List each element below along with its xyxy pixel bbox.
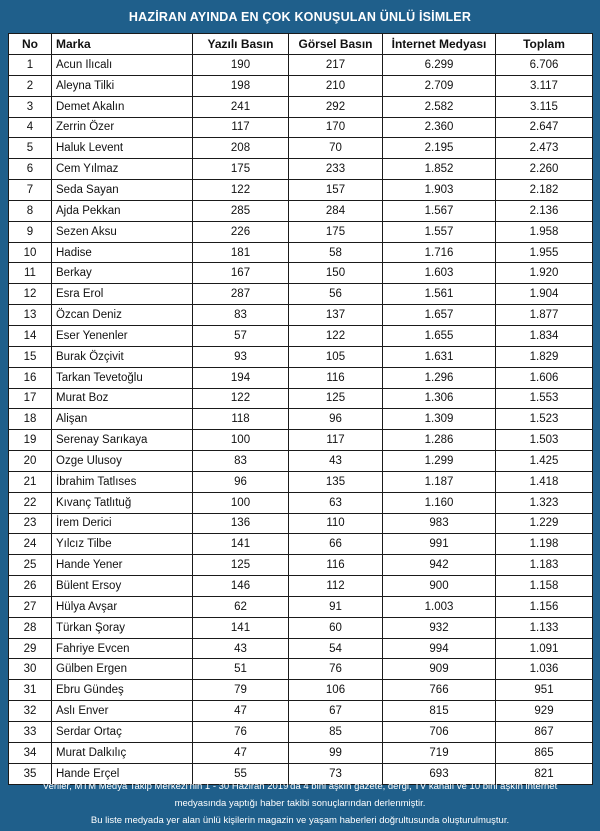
toplam-cell: 1.091 xyxy=(496,638,593,659)
name-cell: Hande Erçel xyxy=(52,763,193,784)
name-cell: Bülent Ersoy xyxy=(52,576,193,597)
rank-cell: 22 xyxy=(9,492,52,513)
gorsel-basin-cell: 284 xyxy=(289,200,383,221)
toplam-cell: 867 xyxy=(496,722,593,743)
rank-cell: 28 xyxy=(9,617,52,638)
toplam-cell: 1.553 xyxy=(496,388,593,409)
gorsel-basin-cell: 73 xyxy=(289,763,383,784)
toplam-cell: 1.198 xyxy=(496,534,593,555)
table-row xyxy=(9,305,593,326)
gorsel-basin-cell: 157 xyxy=(289,180,383,201)
table-row xyxy=(9,117,593,138)
gorsel-basin-cell: 105 xyxy=(289,346,383,367)
yazili-basin-cell: 57 xyxy=(193,325,289,346)
rank-cell: 16 xyxy=(9,367,52,388)
column-header-gorsel-basin: Görsel Basın xyxy=(289,34,383,55)
rank-cell: 15 xyxy=(9,346,52,367)
table-row xyxy=(9,138,593,159)
rank-cell: 18 xyxy=(9,409,52,430)
toplam-cell: 2.260 xyxy=(496,159,593,180)
yazili-basin-cell: 190 xyxy=(193,55,289,76)
rank-cell: 23 xyxy=(9,513,52,534)
rank-cell: 21 xyxy=(9,471,52,492)
gorsel-basin-cell: 117 xyxy=(289,430,383,451)
internet-medyasi-cell: 900 xyxy=(383,576,496,597)
rank-cell: 1 xyxy=(9,55,52,76)
rank-cell: 10 xyxy=(9,242,52,263)
page-title: HAZİRAN AYINDA EN ÇOK KONUŞULAN ÜNLÜ İSİMLER xyxy=(128,9,472,24)
name-cell: Esra Erol xyxy=(52,284,193,305)
yazili-basin-cell: 79 xyxy=(193,680,289,701)
footer-note xyxy=(10,778,590,830)
yazili-basin-cell: 175 xyxy=(193,159,289,180)
gorsel-basin-cell: 70 xyxy=(289,138,383,159)
gorsel-basin-cell: 63 xyxy=(289,492,383,513)
toplam-cell: 1.156 xyxy=(496,596,593,617)
toplam-cell: 2.182 xyxy=(496,180,593,201)
toplam-cell: 1.904 xyxy=(496,284,593,305)
table-row xyxy=(9,722,593,743)
rank-cell: 17 xyxy=(9,388,52,409)
gorsel-basin-cell: 116 xyxy=(289,555,383,576)
internet-medyasi-cell: 1.296 xyxy=(383,367,496,388)
name-cell: Murat Dalkılıç xyxy=(52,742,193,763)
name-cell: Aslı Enver xyxy=(52,701,193,722)
toplam-cell: 1.877 xyxy=(496,305,593,326)
yazili-basin-cell: 198 xyxy=(193,75,289,96)
gorsel-basin-cell: 175 xyxy=(289,221,383,242)
yazili-basin-cell: 122 xyxy=(193,388,289,409)
toplam-cell: 2.647 xyxy=(496,117,593,138)
table-row xyxy=(9,596,593,617)
toplam-cell: 1.323 xyxy=(496,492,593,513)
internet-medyasi-cell: 1.299 xyxy=(383,451,496,472)
name-cell: Hande Yener xyxy=(52,555,193,576)
rank-cell: 33 xyxy=(9,722,52,743)
yazili-basin-cell: 146 xyxy=(193,576,289,597)
toplam-cell: 2.136 xyxy=(496,200,593,221)
table-row xyxy=(9,534,593,555)
name-cell: Haluk Levent xyxy=(52,138,193,159)
internet-medyasi-cell: 1.631 xyxy=(383,346,496,367)
internet-medyasi-cell: 2.360 xyxy=(383,117,496,138)
rank-cell: 19 xyxy=(9,430,52,451)
name-cell: İrem Derici xyxy=(52,513,193,534)
yazili-basin-cell: 100 xyxy=(193,430,289,451)
ranking-table xyxy=(8,33,593,785)
internet-medyasi-cell: 2.709 xyxy=(383,75,496,96)
yazili-basin-cell: 241 xyxy=(193,96,289,117)
toplam-cell: 1.425 xyxy=(496,451,593,472)
table-row xyxy=(9,159,593,180)
gorsel-basin-cell: 91 xyxy=(289,596,383,617)
yazili-basin-cell: 194 xyxy=(193,367,289,388)
rank-cell: 6 xyxy=(9,159,52,180)
gorsel-basin-cell: 122 xyxy=(289,325,383,346)
footer-line: Bu liste medyada yer alan ünlü kişilerin magazin ve yaşam haberleri doğrultusunda oluşturulmuştur. xyxy=(90,815,510,826)
rank-cell: 2 xyxy=(9,75,52,96)
table-row xyxy=(9,680,593,701)
internet-medyasi-cell: 994 xyxy=(383,638,496,659)
yazili-basin-cell: 226 xyxy=(193,221,289,242)
footer-line: medyasında yaptığı haber takibi sonuçlarından derlenmiştir. xyxy=(174,798,426,809)
internet-medyasi-cell: 6.299 xyxy=(383,55,496,76)
toplam-cell: 951 xyxy=(496,680,593,701)
table-row xyxy=(9,367,593,388)
yazili-basin-cell: 47 xyxy=(193,701,289,722)
name-cell: İbrahim Tatlıses xyxy=(52,471,193,492)
toplam-cell: 1.503 xyxy=(496,430,593,451)
gorsel-basin-cell: 76 xyxy=(289,659,383,680)
table-row xyxy=(9,221,593,242)
yazili-basin-cell: 136 xyxy=(193,513,289,534)
yazili-basin-cell: 96 xyxy=(193,471,289,492)
name-cell: Ebru Gündeş xyxy=(52,680,193,701)
toplam-cell: 1.955 xyxy=(496,242,593,263)
rank-cell: 30 xyxy=(9,659,52,680)
yazili-basin-cell: 181 xyxy=(193,242,289,263)
name-cell: Eser Yenenler xyxy=(52,325,193,346)
toplam-cell: 1.133 xyxy=(496,617,593,638)
rank-cell: 31 xyxy=(9,680,52,701)
yazili-basin-cell: 141 xyxy=(193,534,289,555)
internet-medyasi-cell: 1.306 xyxy=(383,388,496,409)
name-cell: Murat Boz xyxy=(52,388,193,409)
table-row xyxy=(9,55,593,76)
gorsel-basin-cell: 67 xyxy=(289,701,383,722)
toplam-cell: 1.229 xyxy=(496,513,593,534)
table-row xyxy=(9,555,593,576)
internet-medyasi-cell: 942 xyxy=(383,555,496,576)
internet-medyasi-cell: 1.657 xyxy=(383,305,496,326)
toplam-cell: 1.606 xyxy=(496,367,593,388)
internet-medyasi-cell: 1.903 xyxy=(383,180,496,201)
gorsel-basin-cell: 233 xyxy=(289,159,383,180)
gorsel-basin-cell: 66 xyxy=(289,534,383,555)
table-row xyxy=(9,617,593,638)
column-header-toplam: Toplam xyxy=(496,34,593,55)
table-row xyxy=(9,576,593,597)
name-cell: Aleyna Tilki xyxy=(52,75,193,96)
rank-cell: 34 xyxy=(9,742,52,763)
name-cell: Cem Yılmaz xyxy=(52,159,193,180)
name-cell: Tarkan Tevetoğlu xyxy=(52,367,193,388)
yazili-basin-cell: 62 xyxy=(193,596,289,617)
table-row xyxy=(9,200,593,221)
column-header-internet-medyasi: İnternet Medyası xyxy=(383,34,496,55)
rank-cell: 4 xyxy=(9,117,52,138)
name-cell: Acun Ilıcalı xyxy=(52,55,193,76)
yazili-basin-cell: 125 xyxy=(193,555,289,576)
table-row xyxy=(9,263,593,284)
name-cell: Serenay Sarıkaya xyxy=(52,430,193,451)
toplam-cell: 1.036 xyxy=(496,659,593,680)
rank-cell: 3 xyxy=(9,96,52,117)
name-cell: Hülya Avşar xyxy=(52,596,193,617)
internet-medyasi-cell: 1.852 xyxy=(383,159,496,180)
rank-cell: 12 xyxy=(9,284,52,305)
gorsel-basin-cell: 43 xyxy=(289,451,383,472)
name-cell: Fahriye Evcen xyxy=(52,638,193,659)
gorsel-basin-cell: 150 xyxy=(289,263,383,284)
internet-medyasi-cell: 1.160 xyxy=(383,492,496,513)
name-cell: Sezen Aksu xyxy=(52,221,193,242)
yazili-basin-cell: 141 xyxy=(193,617,289,638)
name-cell: Hadise xyxy=(52,242,193,263)
table-row xyxy=(9,325,593,346)
rank-cell: 35 xyxy=(9,763,52,784)
gorsel-basin-cell: 58 xyxy=(289,242,383,263)
rank-cell: 27 xyxy=(9,596,52,617)
table-row xyxy=(9,346,593,367)
table-row xyxy=(9,96,593,117)
column-header-yazili-basin: Yazılı Basın xyxy=(193,34,289,55)
name-cell: Ozge Ulusoy xyxy=(52,451,193,472)
toplam-cell: 929 xyxy=(496,701,593,722)
name-cell: Seda Sayan xyxy=(52,180,193,201)
name-cell: Berkay xyxy=(52,263,193,284)
rank-cell: 29 xyxy=(9,638,52,659)
table-row xyxy=(9,513,593,534)
gorsel-basin-cell: 54 xyxy=(289,638,383,659)
yazili-basin-cell: 47 xyxy=(193,742,289,763)
toplam-cell: 2.473 xyxy=(496,138,593,159)
rank-cell: 32 xyxy=(9,701,52,722)
name-cell: Zerrin Özer xyxy=(52,117,193,138)
rank-cell: 25 xyxy=(9,555,52,576)
table-row xyxy=(9,659,593,680)
rank-cell: 13 xyxy=(9,305,52,326)
internet-medyasi-cell: 932 xyxy=(383,617,496,638)
toplam-cell: 1.418 xyxy=(496,471,593,492)
gorsel-basin-cell: 292 xyxy=(289,96,383,117)
table-row xyxy=(9,701,593,722)
table-row xyxy=(9,242,593,263)
internet-medyasi-cell: 815 xyxy=(383,701,496,722)
internet-medyasi-cell: 983 xyxy=(383,513,496,534)
gorsel-basin-cell: 106 xyxy=(289,680,383,701)
internet-medyasi-cell: 1.309 xyxy=(383,409,496,430)
gorsel-basin-cell: 170 xyxy=(289,117,383,138)
yazili-basin-cell: 55 xyxy=(193,763,289,784)
gorsel-basin-cell: 96 xyxy=(289,409,383,430)
table-row xyxy=(9,388,593,409)
internet-medyasi-cell: 1.187 xyxy=(383,471,496,492)
internet-medyasi-cell: 1.286 xyxy=(383,430,496,451)
gorsel-basin-cell: 137 xyxy=(289,305,383,326)
gorsel-basin-cell: 135 xyxy=(289,471,383,492)
yazili-basin-cell: 287 xyxy=(193,284,289,305)
name-cell: Demet Akalın xyxy=(52,96,193,117)
gorsel-basin-cell: 210 xyxy=(289,75,383,96)
rank-cell: 26 xyxy=(9,576,52,597)
internet-medyasi-cell: 1.003 xyxy=(383,596,496,617)
toplam-cell: 1.920 xyxy=(496,263,593,284)
internet-medyasi-cell: 766 xyxy=(383,680,496,701)
gorsel-basin-cell: 56 xyxy=(289,284,383,305)
internet-medyasi-cell: 1.655 xyxy=(383,325,496,346)
internet-medyasi-cell: 1.567 xyxy=(383,200,496,221)
table-row xyxy=(9,409,593,430)
rank-cell: 11 xyxy=(9,263,52,284)
rank-cell: 9 xyxy=(9,221,52,242)
table-row xyxy=(9,180,593,201)
name-cell: Gülben Ergen xyxy=(52,659,193,680)
internet-medyasi-cell: 719 xyxy=(383,742,496,763)
table-row xyxy=(9,284,593,305)
name-cell: Yılcız Tilbe xyxy=(52,534,193,555)
gorsel-basin-cell: 60 xyxy=(289,617,383,638)
table-row xyxy=(9,430,593,451)
toplam-cell: 1.829 xyxy=(496,346,593,367)
table-header-row xyxy=(9,34,593,55)
yazili-basin-cell: 76 xyxy=(193,722,289,743)
toplam-cell: 1.523 xyxy=(496,409,593,430)
internet-medyasi-cell: 693 xyxy=(383,763,496,784)
toplam-cell: 3.117 xyxy=(496,75,593,96)
name-cell: Özcan Deniz xyxy=(52,305,193,326)
yazili-basin-cell: 208 xyxy=(193,138,289,159)
rank-cell: 20 xyxy=(9,451,52,472)
table-row xyxy=(9,471,593,492)
table-row xyxy=(9,638,593,659)
rank-cell: 7 xyxy=(9,180,52,201)
gorsel-basin-cell: 116 xyxy=(289,367,383,388)
table-row xyxy=(9,742,593,763)
table-body xyxy=(9,55,593,785)
footer-line: Veriler, MTM Medya Takip Merkezi'nin 1 - 30 Haziran 2019'da 4 bini aşkın gazete, dergi, TV kanalı ve 10 bini aşkın internet xyxy=(42,781,558,792)
yazili-basin-cell: 83 xyxy=(193,305,289,326)
gorsel-basin-cell: 85 xyxy=(289,722,383,743)
rank-cell: 14 xyxy=(9,325,52,346)
name-cell: Türkan Şoray xyxy=(52,617,193,638)
table-row xyxy=(9,492,593,513)
yazili-basin-cell: 100 xyxy=(193,492,289,513)
rank-cell: 8 xyxy=(9,200,52,221)
internet-medyasi-cell: 706 xyxy=(383,722,496,743)
toplam-cell: 1.158 xyxy=(496,576,593,597)
yazili-basin-cell: 43 xyxy=(193,638,289,659)
gorsel-basin-cell: 99 xyxy=(289,742,383,763)
toplam-cell: 1.183 xyxy=(496,555,593,576)
toplam-cell: 3.115 xyxy=(496,96,593,117)
internet-medyasi-cell: 2.582 xyxy=(383,96,496,117)
internet-medyasi-cell: 2.195 xyxy=(383,138,496,159)
name-cell: Alişan xyxy=(52,409,193,430)
internet-medyasi-cell: 1.557 xyxy=(383,221,496,242)
yazili-basin-cell: 51 xyxy=(193,659,289,680)
table-row xyxy=(9,75,593,96)
name-cell: Kıvanç Tatlıtuğ xyxy=(52,492,193,513)
yazili-basin-cell: 83 xyxy=(193,451,289,472)
internet-medyasi-cell: 909 xyxy=(383,659,496,680)
toplam-cell: 1.958 xyxy=(496,221,593,242)
internet-medyasi-cell: 991 xyxy=(383,534,496,555)
name-cell: Burak Özçivit xyxy=(52,346,193,367)
yazili-basin-cell: 118 xyxy=(193,409,289,430)
table-row xyxy=(9,451,593,472)
yazili-basin-cell: 167 xyxy=(193,263,289,284)
rank-cell: 24 xyxy=(9,534,52,555)
gorsel-basin-cell: 112 xyxy=(289,576,383,597)
column-header-marka: Marka xyxy=(52,34,193,55)
internet-medyasi-cell: 1.603 xyxy=(383,263,496,284)
toplam-cell: 6.706 xyxy=(496,55,593,76)
name-cell: Ajda Pekkan xyxy=(52,200,193,221)
toplam-cell: 821 xyxy=(496,763,593,784)
gorsel-basin-cell: 110 xyxy=(289,513,383,534)
column-header-no: No xyxy=(9,34,52,55)
internet-medyasi-cell: 1.716 xyxy=(383,242,496,263)
gorsel-basin-cell: 217 xyxy=(289,55,383,76)
toplam-cell: 1.834 xyxy=(496,325,593,346)
yazili-basin-cell: 122 xyxy=(193,180,289,201)
yazili-basin-cell: 285 xyxy=(193,200,289,221)
rank-cell: 5 xyxy=(9,138,52,159)
toplam-cell: 865 xyxy=(496,742,593,763)
gorsel-basin-cell: 125 xyxy=(289,388,383,409)
internet-medyasi-cell: 1.561 xyxy=(383,284,496,305)
name-cell: Serdar Ortaç xyxy=(52,722,193,743)
yazili-basin-cell: 93 xyxy=(193,346,289,367)
yazili-basin-cell: 117 xyxy=(193,117,289,138)
